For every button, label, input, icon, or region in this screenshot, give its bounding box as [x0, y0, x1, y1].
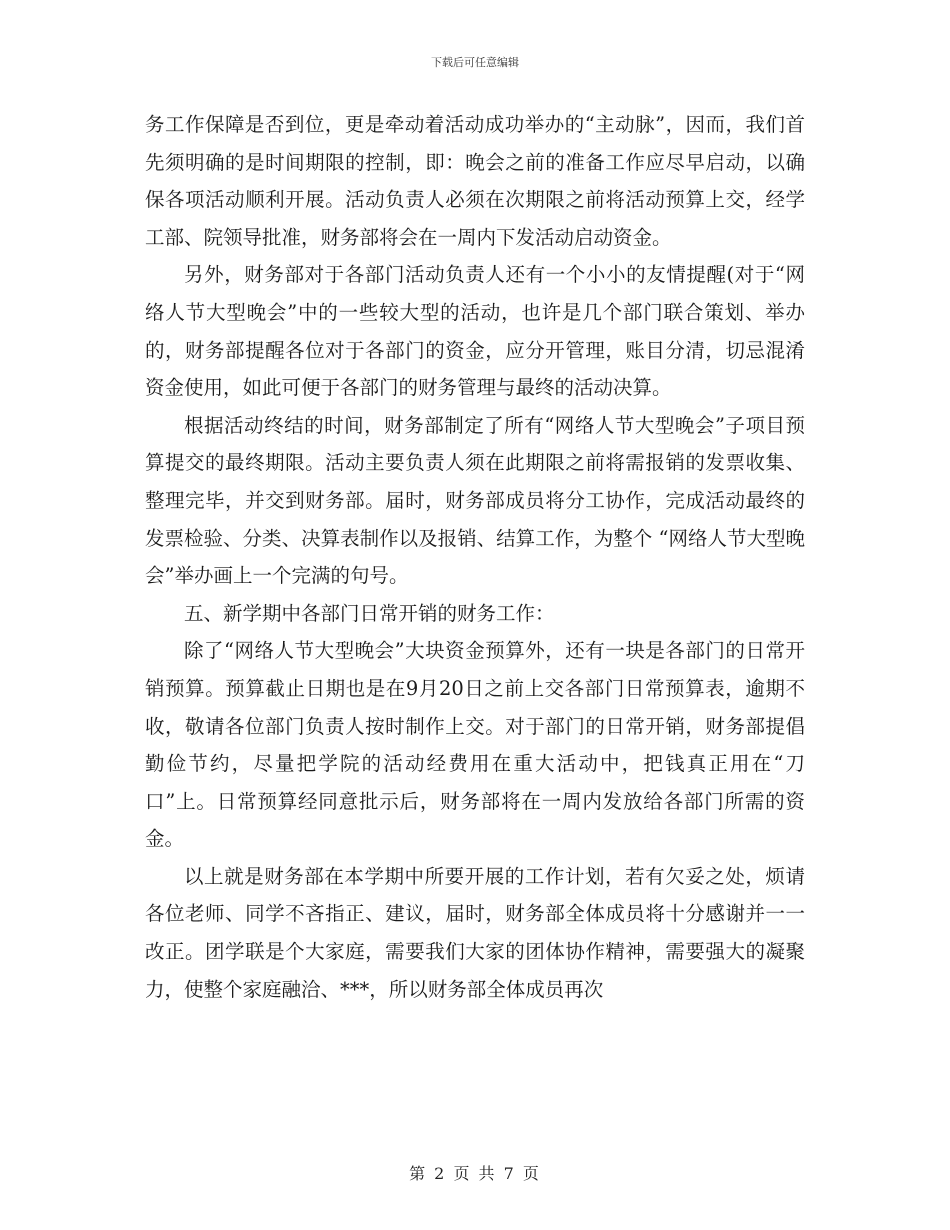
paragraph-3: 根据活动终结的时间，财务部制定了所有“网络人节大型晚会”子项目预算提交的最终期限。活动主要负责人须在此期限之前将需报销的发票收集、整理完毕，并交到财务部。届时，财务部成员将分工协作，完成活动最终的发票检验、分类、决算表制作以及报销、结算工作，为整个 “网络人节大型晚会”举办画上一个完满的句号。 — [145, 413, 805, 588]
page-footer: 第 2 页 共 7 页 — [409, 1164, 541, 1183]
paragraph-4: 除了“网络人节大型晚会”大块资金预算外，还有一块是各部门的日常开销预算。预算截止日期也是在9月20日之前上交各部门日常预算表，逾期不收，敬请各位部门负责人按时制作上交。对于部门的日常开销，财务部提倡勤俭节约，尽量把学院的活动经费用在重大活动中，把钱真正用在“刀口”上。日常预算经同意批示后，财务部将在一周内发放给各部门所需的资金。 — [145, 639, 805, 851]
document-body — [145, 106, 805, 1008]
paragraph-1: 务工作保障是否到位，更是牵动着活动成功举办的“主动脉”，因而，我们首先须明确的是时间期限的控制，即：晚会之前的准备工作应尽早启动，以确保各项活动顺利开展。活动负责人必须在次期限之前将活动预算上交，经学工部、院领导批准，财务部将会在一周内下发活动启动资金。 — [145, 113, 805, 249]
page-header: 下载后可任意编辑 — [431, 56, 519, 69]
section-heading-5: 五、新学期中各部门日常开销的财务工作： — [184, 601, 555, 625]
paragraph-2: 另外，财务部对于各部门活动负责人还有一个小小的友情提醒(对于“网络人节大型晚会”中的一些较大型的活动，也许是几个部门联合策划、举办的，财务部提醒各位对于各部门的资金，应分开管理，账目分清，切忌混淆资金使用，如此可便于各部门的财务管理与最终的活动决算。 — [145, 263, 805, 400]
paragraph-5: 以上就是财务部在本学期中所要开展的工作计划，若有欠妥之处，烦请各位老师、同学不吝指正、建议，届时，财务部全体成员将十分感谢并一一改正。团学联是个大家庭，需要我们大家的团体协作精神，需要强大的凝聚力，使整个家庭融洽、***，所以财务部全体成员再次 — [145, 864, 805, 1001]
